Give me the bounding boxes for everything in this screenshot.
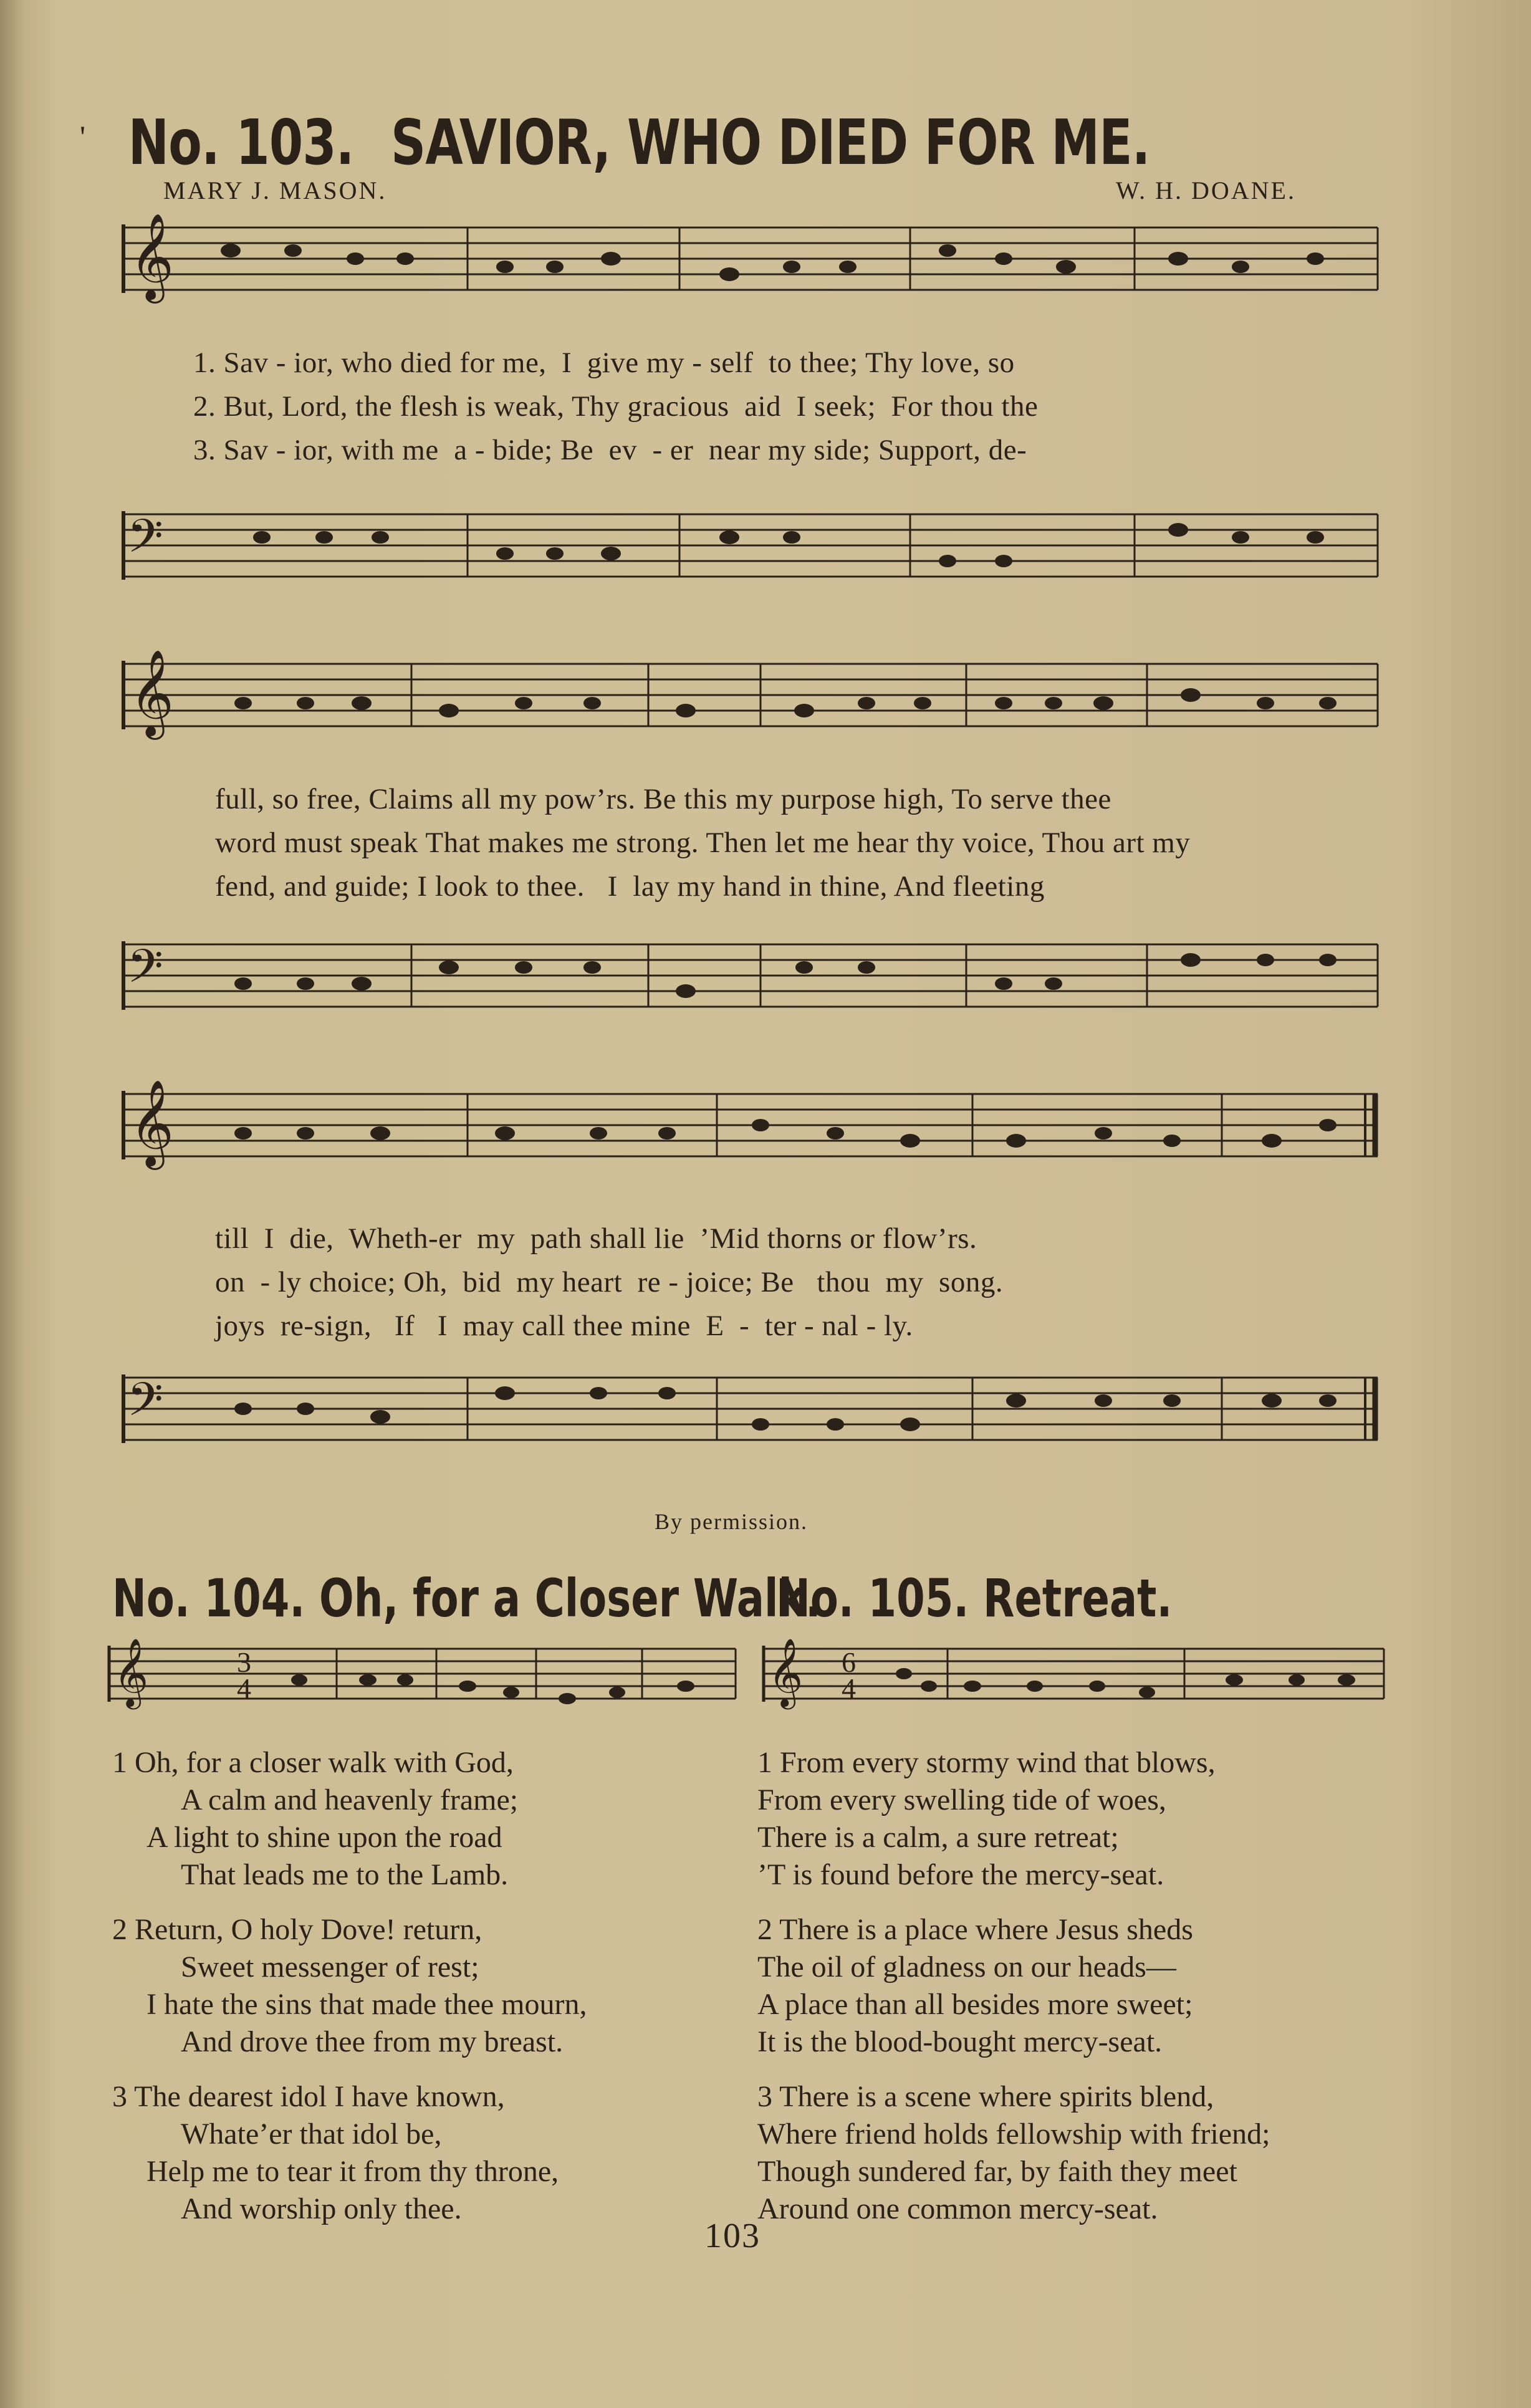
system-3-treble-staff (118, 1078, 1384, 1203)
svg-text:𝄢: 𝄢 (127, 939, 163, 1005)
system-1-lyric-3: 3. Sav - ior, with me a - bide; Be ev - er near my side; Support, de- (193, 434, 1027, 466)
h104-v2-l3: I hate the sins that made thee mourn, (146, 1988, 587, 2021)
h105-v3-l2: Where friend holds fellowship with friend; (757, 2118, 1270, 2151)
system-3-lyric-3: joys re-sign, If I may call thee mine E - ter - nal - ly. (215, 1310, 913, 1342)
svg-text:𝄢: 𝄢 (127, 509, 163, 575)
h105-v1-l4: ’T is found before the mercy-seat. (757, 1858, 1164, 1891)
system-1-lyric-1: 1. Sav - ior, who died for me, I give my - self to thee; Thy love, so (193, 347, 1015, 379)
svg-text:4: 4 (842, 1672, 856, 1704)
treble-staff-svg (118, 212, 1384, 337)
svg-text:𝄞: 𝄞 (113, 1638, 149, 1707)
hymn-title: SAVIOR, WHO DIED FOR ME. (391, 106, 1150, 179)
h104-v2-l2: Sweet messenger of rest; (181, 1950, 479, 1983)
hymn-number: No. 103. (128, 106, 354, 179)
svg-text:𝄞: 𝄞 (768, 1638, 804, 1707)
system-1-treble-staff (118, 212, 1384, 337)
h105-v2-l4: It is the blood-bought mercy-seat. (757, 2025, 1163, 2058)
h105-v1-l3: There is a calm, a sure retreat; (757, 1821, 1119, 1854)
h105-v1-l1: 1 From every stormy wind that blows, (757, 1746, 1216, 1779)
h105-v3-l4: Around one common mercy-seat. (757, 2192, 1158, 2225)
h104-v1-l1: 1 Oh, for a closer walk with God, (112, 1746, 514, 1779)
h105-v2-l3: A place than all besides more sweet; (757, 1988, 1193, 2021)
h104-v2-l4: And drove thee from my breast. (181, 2025, 564, 2058)
system-3-lyric-1: till I die, Wheth-er my path shall lie ’Mid thorns or flow’rs. (215, 1222, 977, 1255)
h104-v1-l4: That leads me to the Lamb. (181, 1858, 509, 1891)
hymn-103-header (16, 106, 1211, 179)
hymn-105-staff (761, 1633, 1390, 1727)
hymn-104-staff (106, 1633, 742, 1727)
h104-v3-l4: And worship only thee. (181, 2192, 462, 2225)
svg-text:3: 3 (237, 1646, 251, 1678)
system-2-lyric-2: word must speak That makes me strong. Then let me hear thy voice, Thou art my (215, 827, 1191, 859)
h104-v3-l3: Help me to tear it from thy throne, (146, 2155, 559, 2188)
h104-v2-l1: 2 Return, O holy Dove! return, (112, 1913, 482, 1946)
page-mark: ' (80, 119, 86, 154)
h105-v3-l3: Though sundered far, by faith they meet (757, 2155, 1237, 2188)
system-3-bass-staff (118, 1350, 1384, 1474)
composer-credit: W. H. DOANE. (1116, 176, 1296, 204)
h105-v2-l2: The oil of gladness on our heads— (757, 1950, 1176, 1983)
system-1-bass-staff (118, 486, 1384, 611)
svg-text:𝄞: 𝄞 (130, 1080, 174, 1166)
svg-text:4: 4 (237, 1672, 251, 1704)
system-2-bass-staff (118, 916, 1384, 1041)
h105-v2-l1: 2 There is a place where Jesus sheds (757, 1913, 1193, 1946)
system-2-treble-staff (118, 648, 1384, 773)
hymn-105-heading: No. 105. Retreat. (776, 1568, 1173, 1629)
svg-text:𝄢: 𝄢 (127, 1373, 163, 1438)
lyricist-credit: MARY J. MASON. (163, 176, 387, 204)
system-3-lyric-2: on - ly choice; Oh, bid my heart re - joice; Be thou my song. (215, 1266, 1004, 1298)
svg-text:6: 6 (842, 1646, 856, 1678)
h105-v3-l1: 3 There is a scene where spirits blend, (757, 2080, 1214, 2113)
svg-text:𝄞: 𝄞 (130, 213, 174, 300)
system-2-lyric-1: full, so free, Claims all my pow’rs. Be this my purpose high, To serve thee (215, 783, 1111, 815)
page-number: 103 (704, 2217, 761, 2255)
h104-v1-l2: A calm and heavenly frame; (181, 1783, 519, 1816)
h104-v3-l1: 3 The dearest idol I have known, (112, 2080, 505, 2113)
permission-note: By permission. (655, 1509, 809, 1534)
h104-v1-l3: A light to shine upon the road (146, 1821, 502, 1854)
system-1-lyric-2: 2. But, Lord, the flesh is weak, Thy gracious aid I seek; For thou the (193, 390, 1039, 423)
h105-v1-l2: From every swelling tide of woes, (757, 1783, 1166, 1816)
svg-text:𝄞: 𝄞 (130, 650, 174, 736)
h104-v3-l2: Whate’er that idol be, (181, 2118, 442, 2151)
hymn-104-heading: No. 104. Oh, for a Closer Walk. (112, 1568, 821, 1629)
system-2-lyric-3: fend, and guide; I look to thee. I lay my hand in thine, And fleeting (215, 870, 1045, 903)
